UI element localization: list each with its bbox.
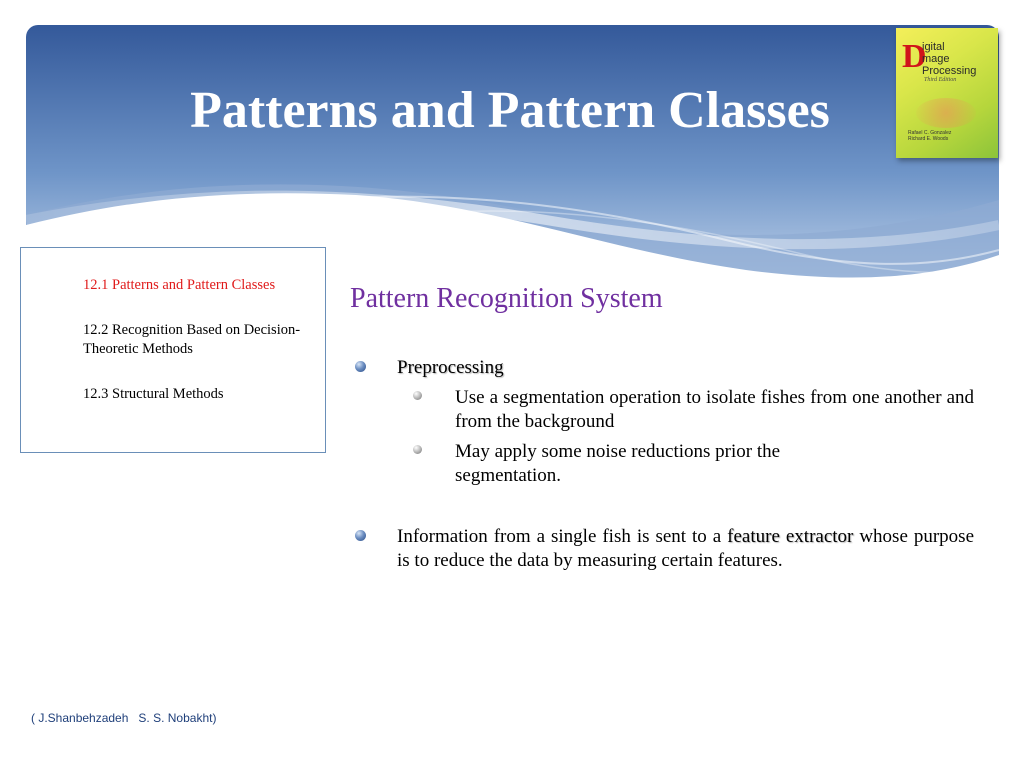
book-cover-art [916, 98, 976, 128]
bullet-icon [355, 530, 366, 541]
toc-item-12-3[interactable]: 12.3 Structural Methods [83, 386, 224, 402]
bullet-feature-extractor [397, 525, 974, 573]
toc-item-12-2[interactable]: 12.2 Recognition Based on Decision-Theoretic Methods [83, 322, 301, 357]
footer-credit: ( J.Shanbehzadeh S. S. Nobakht) [31, 711, 217, 725]
sub-bullet-icon [413, 391, 422, 400]
book-cover-letter: D [902, 38, 927, 75]
sub-bullet-icon [413, 445, 422, 454]
toc-item-12-1[interactable]: 12.1 Patterns and Pattern Classes [83, 277, 276, 293]
book-cover-line: Processing [922, 65, 977, 77]
book-cover-image [896, 28, 998, 158]
feature-extractor-term: feature extractor [727, 526, 854, 547]
table-of-contents [20, 247, 326, 453]
sub-bullet-noise-reduction: May apply some noise reductions prior the segmentation. [455, 441, 781, 486]
bullet-text: whose purpose is to reduce the data by measuring certain features. [397, 526, 975, 571]
book-cover-line: igital [922, 41, 945, 53]
bullet-preprocessing: Preprocessing [397, 357, 504, 378]
book-cover-authors [908, 130, 951, 143]
book-cover-author: Richard E. Woods [908, 136, 949, 143]
bullet-text: Information from a single fish is sent to a [397, 526, 728, 547]
book-cover-author: Rafael C. Gonzalez [908, 130, 952, 136]
book-cover-line: mage [922, 53, 950, 65]
bullet-icon [355, 361, 366, 372]
sub-bullet-segmentation: Use a segmentation operation to isolate fishes from one another and from the background [455, 387, 974, 432]
section-heading: Pattern Recognition System [350, 283, 663, 314]
slide-title: Patterns and Pattern Classes [190, 82, 830, 139]
book-cover-edition: Third Edition [924, 77, 957, 83]
